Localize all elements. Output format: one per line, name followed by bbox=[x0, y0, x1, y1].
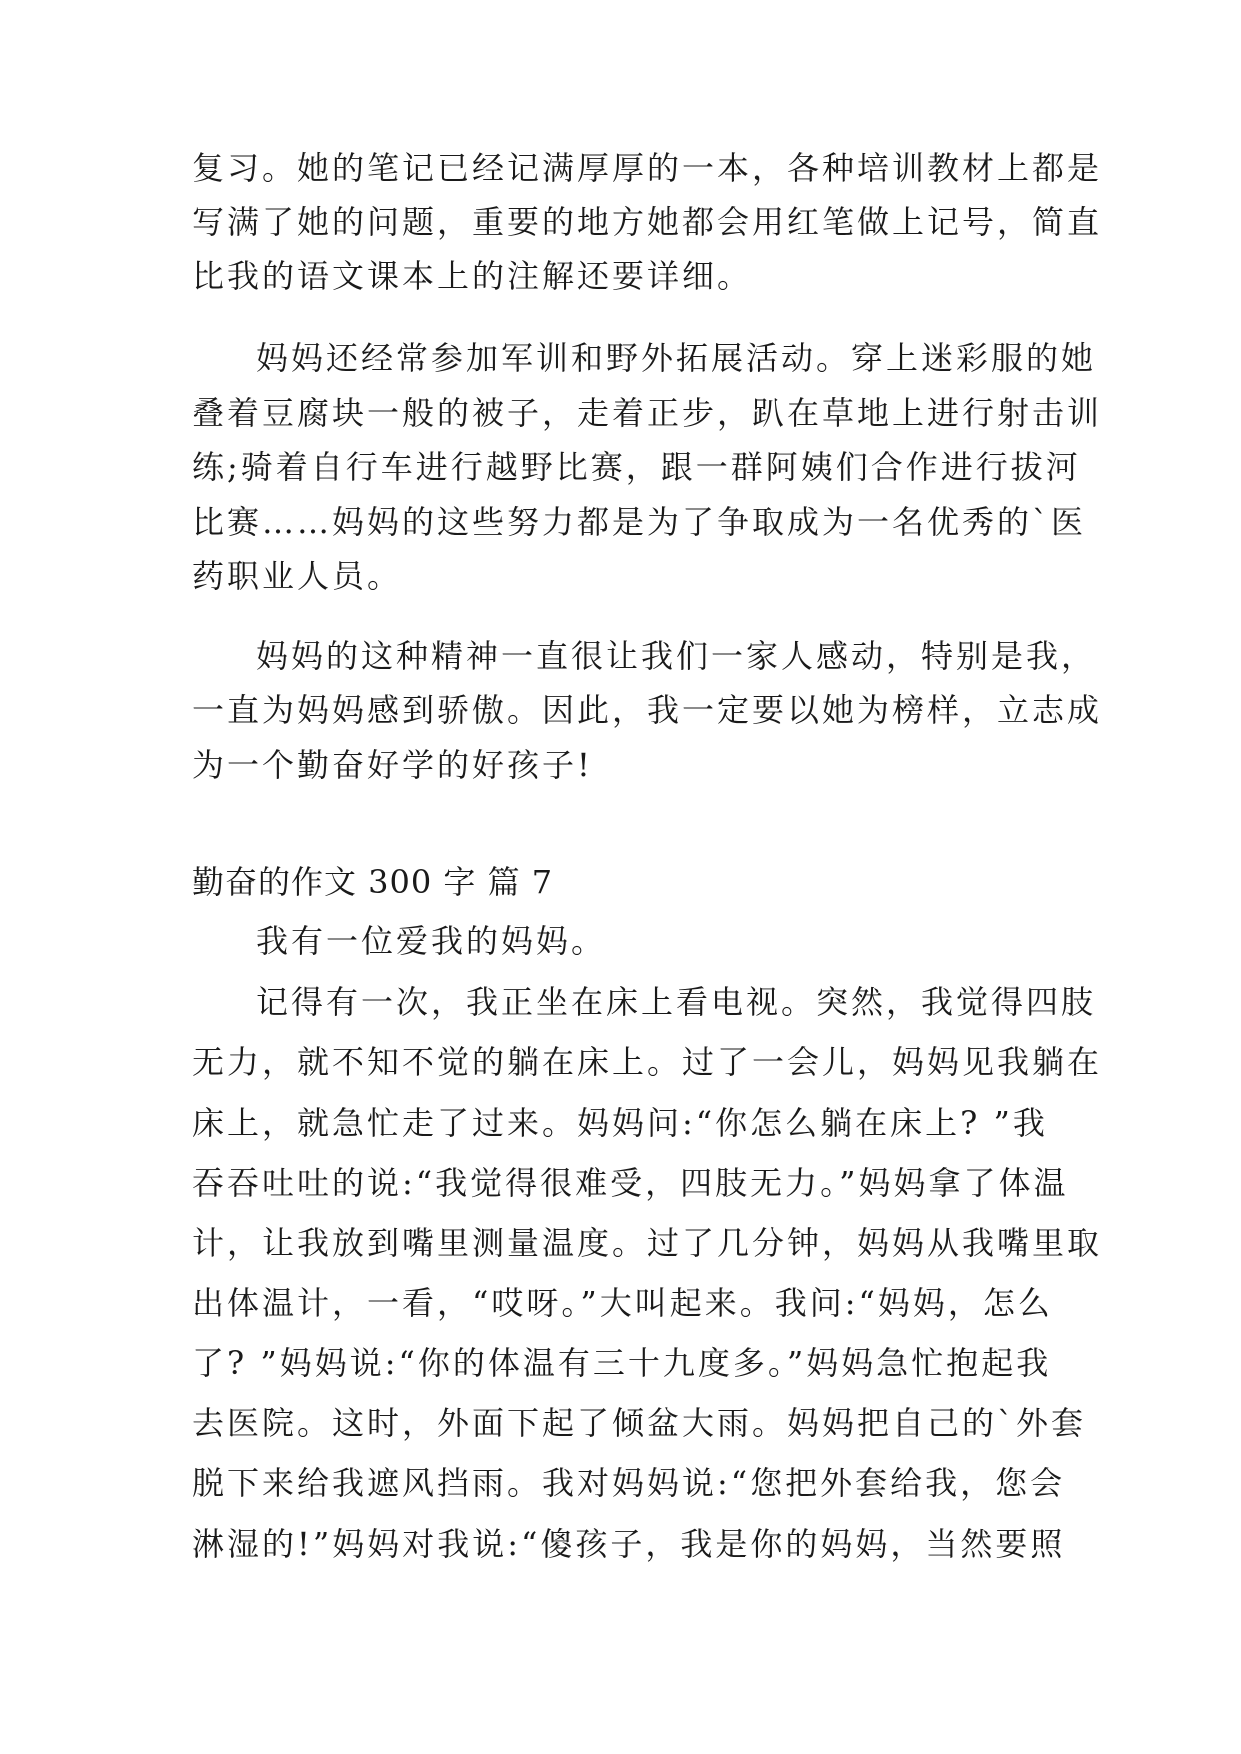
paragraph-line: 淋湿的!”妈妈对我说:“傻孩子，我是你的妈妈，当然要照 bbox=[192, 1525, 1066, 1563]
paragraph-line: 叠着豆腐块一般的被子，走着正步，趴在草地上进行射击训 bbox=[192, 394, 1103, 432]
paragraph-line: 为一个勤奋好学的好孩子! bbox=[192, 746, 593, 784]
paragraph-line: 去医院。这时，外面下起了倾盆大雨。妈妈把自己的`外套 bbox=[192, 1404, 1087, 1442]
paragraph-line: 计，让我放到嘴里测量温度。过了几分钟，妈妈从我嘴里取 bbox=[192, 1224, 1103, 1262]
paragraph-line: 出体温计，一看，“哎呀。”大叫起来。我问:“妈妈，怎么 bbox=[192, 1284, 1053, 1322]
paragraph-line: 写满了她的问题，重要的地方她都会用红笔做上记号，简直 bbox=[192, 203, 1103, 241]
paragraph-line: 妈妈的这种精神一直很让我们一家人感动，特别是我， bbox=[256, 637, 1097, 675]
section-heading: 勤奋的作文 300 字 篇 7 bbox=[192, 863, 554, 901]
paragraph-line: 记得有一次，我正坐在床上看电视。突然，我觉得四肢 bbox=[256, 983, 1097, 1021]
paragraph-line: 药职业人员。 bbox=[192, 557, 403, 595]
paragraph-line: 妈妈还经常参加军训和野外拓展活动。穿上迷彩服的她 bbox=[256, 339, 1097, 377]
paragraph-line: 无力，就不知不觉的躺在床上。过了一会儿，妈妈见我躺在 bbox=[192, 1043, 1103, 1081]
paragraph-line: 练;骑着自行车进行越野比赛，跟一群阿姨们合作进行拔河 bbox=[192, 448, 1081, 486]
paragraph-line: 比我的语文课本上的注解还要详细。 bbox=[192, 257, 753, 295]
paragraph-line: 一直为妈妈感到骄傲。因此，我一定要以她为榜样，立志成 bbox=[192, 691, 1103, 729]
paragraph-line: 复习。她的笔记已经记满厚厚的一本，各种培训教材上都是 bbox=[192, 149, 1103, 187]
paragraph-line: 床上，就急忙走了过来。妈妈问:“你怎么躺在床上? ”我 bbox=[192, 1104, 1048, 1142]
paragraph-line: 脱下来给我遮风挡雨。我对妈妈说:“您把外套给我，您会 bbox=[192, 1464, 1066, 1502]
paragraph-line: 了? ”妈妈说:“你的体温有三十九度多。”妈妈急忙抱起我 bbox=[192, 1344, 1052, 1382]
paragraph-line: 比赛……妈妈的这些努力都是为了争取成为一名优秀的`医 bbox=[192, 503, 1087, 541]
paragraph-line: 我有一位爱我的妈妈。 bbox=[256, 922, 607, 960]
paragraph-line: 吞吞吐吐的说:“我觉得很难受，四肢无力。”妈妈拿了体温 bbox=[192, 1164, 1069, 1202]
